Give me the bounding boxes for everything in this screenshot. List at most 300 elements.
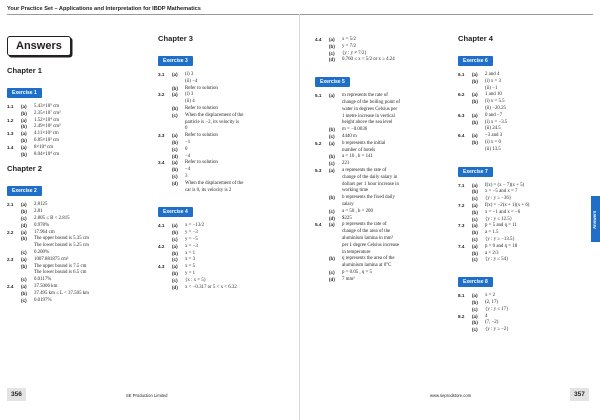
publisher-website: www.seprodstore.com bbox=[430, 393, 472, 398]
question-number bbox=[158, 174, 172, 181]
answer-row bbox=[7, 131, 147, 138]
answer-row bbox=[7, 209, 147, 216]
answer-row bbox=[7, 138, 147, 145]
answer-row bbox=[458, 327, 583, 334]
answer-row bbox=[315, 127, 450, 134]
answer-row bbox=[315, 44, 450, 51]
question-number bbox=[7, 250, 21, 257]
answers-heading: Answers bbox=[7, 36, 71, 56]
part-label: (a) bbox=[172, 264, 178, 270]
answer-row bbox=[458, 120, 583, 127]
answer-row bbox=[158, 230, 293, 237]
question-number bbox=[158, 106, 172, 113]
answer-text: −4 bbox=[185, 153, 191, 159]
question-number bbox=[7, 270, 21, 277]
part-label bbox=[329, 229, 342, 236]
answer-row bbox=[7, 291, 147, 298]
answer-row bbox=[315, 236, 450, 243]
answer-row bbox=[158, 106, 293, 113]
part-label: (a) bbox=[329, 167, 335, 173]
part-label: (d) bbox=[329, 276, 335, 282]
answer-row bbox=[315, 209, 450, 216]
answer-text: (i) 3 bbox=[185, 92, 194, 98]
answer-text: 2.49×10⁶ cm² bbox=[34, 124, 61, 130]
answer-row bbox=[458, 230, 583, 237]
answer-text: particle is −2, its velocity is bbox=[185, 119, 240, 125]
answer-row bbox=[158, 174, 293, 181]
answer-text: b represents the fixed daily bbox=[342, 195, 395, 201]
answer-text: x = −5 and x = 7 bbox=[485, 189, 518, 195]
part-label: (c) bbox=[21, 297, 27, 303]
question-number bbox=[158, 147, 172, 154]
answer-row bbox=[458, 183, 583, 190]
question-number bbox=[315, 250, 329, 257]
answer-text: (ii) 24.5 bbox=[485, 126, 501, 132]
answer-row bbox=[7, 230, 147, 237]
question-number bbox=[458, 300, 472, 307]
part-label: (b) bbox=[172, 85, 178, 91]
answer-text: 0 bbox=[185, 126, 188, 132]
answer-text: 37.5006 km bbox=[34, 283, 58, 289]
answer-row bbox=[458, 106, 583, 113]
question-number bbox=[315, 263, 329, 270]
part-label: (a) bbox=[172, 243, 178, 249]
answer-text: 221 bbox=[342, 161, 350, 167]
part-label bbox=[472, 106, 485, 113]
question-number bbox=[458, 106, 472, 113]
answer-text: The upper bound is 5.35 cm bbox=[34, 236, 89, 242]
question-number bbox=[458, 140, 472, 147]
answer-text: height above the sea level bbox=[342, 120, 393, 126]
answer-text: 2.8125 bbox=[34, 202, 48, 208]
answer-text: (i) x = 0 bbox=[485, 139, 501, 145]
answer-row bbox=[315, 222, 450, 229]
question-number bbox=[315, 51, 329, 58]
question-number bbox=[7, 209, 21, 216]
part-label: (a) bbox=[172, 72, 178, 77]
exercise-label: Exercise 3 bbox=[158, 56, 193, 66]
part-label: (b) bbox=[21, 290, 27, 296]
answer-text: p = 5 and q = 11 bbox=[485, 223, 517, 229]
answer-text: 0 and −7 bbox=[485, 112, 503, 118]
part-label: (a) bbox=[472, 202, 478, 208]
question-number: 1.4 bbox=[7, 144, 14, 150]
part-label: (c) bbox=[472, 236, 478, 242]
part-label: (b) bbox=[21, 236, 27, 242]
section-spacer bbox=[158, 291, 293, 297]
answer-text: x = 3 bbox=[185, 257, 196, 263]
answer-row bbox=[458, 217, 583, 224]
answer-row bbox=[158, 251, 293, 258]
answer-text: car is 0, its velocity is 2 bbox=[185, 187, 232, 193]
part-label: (c) bbox=[172, 277, 178, 283]
answer-text: p = 0 and q = 18 bbox=[485, 243, 518, 249]
question-number: 5.4 bbox=[315, 222, 322, 228]
question-number: 6.2 bbox=[458, 92, 465, 98]
exercise-label: Exercise 6 bbox=[458, 56, 493, 66]
question-number bbox=[315, 148, 329, 155]
part-label bbox=[472, 86, 485, 93]
side-tab-label: Answers bbox=[592, 210, 597, 229]
question-number bbox=[158, 271, 172, 278]
part-label: (d) bbox=[172, 180, 178, 186]
question-number bbox=[7, 223, 21, 230]
answer-row bbox=[458, 251, 583, 258]
answer-row bbox=[158, 244, 293, 251]
part-label: (a) bbox=[21, 131, 27, 137]
answer-row bbox=[158, 99, 293, 106]
part-label bbox=[329, 114, 342, 121]
question-number bbox=[315, 57, 329, 64]
answer-row bbox=[7, 270, 147, 277]
question-number: 1.1 bbox=[7, 104, 14, 109]
answer-row bbox=[315, 107, 450, 114]
part-label: (a) bbox=[329, 140, 335, 146]
part-label: (a) bbox=[472, 293, 478, 299]
answer-text: y = −5 bbox=[185, 236, 198, 242]
part-label bbox=[329, 107, 342, 114]
part-label: (a) bbox=[21, 104, 27, 109]
answer-text: x = 5 bbox=[185, 264, 196, 270]
part-label: (c) bbox=[21, 249, 27, 255]
answer-row bbox=[458, 140, 583, 147]
column-4 bbox=[458, 34, 583, 340]
answer-row bbox=[7, 124, 147, 131]
part-label: (b) bbox=[21, 137, 27, 143]
question-number: 8.2 bbox=[458, 313, 465, 319]
part-label: (c) bbox=[472, 306, 478, 312]
question-number: 4.4 bbox=[315, 37, 322, 42]
question-number bbox=[315, 154, 329, 161]
question-number bbox=[315, 114, 329, 121]
answer-row bbox=[158, 188, 293, 195]
question-number bbox=[7, 264, 21, 271]
answer-text: p represents the rate of bbox=[342, 222, 387, 228]
answer-row bbox=[158, 154, 293, 161]
answer-text: b represents the initial bbox=[342, 140, 386, 146]
part-label: (a) bbox=[21, 117, 27, 123]
question-number bbox=[315, 209, 329, 216]
answer-text: m = −0.0036 bbox=[342, 127, 368, 133]
question-number bbox=[458, 307, 472, 314]
answer-row bbox=[458, 86, 583, 93]
answer-text: a = 2/3 bbox=[485, 250, 499, 256]
answer-text: 4440 m bbox=[342, 133, 357, 139]
answer-text: 1.52×10⁴ cm bbox=[34, 117, 60, 123]
answer-row bbox=[315, 263, 450, 270]
answer-row bbox=[7, 104, 147, 111]
question-number: 5.2 bbox=[315, 140, 322, 146]
question-number: 3.3 bbox=[158, 133, 165, 139]
question-number bbox=[458, 120, 472, 127]
question-number bbox=[158, 167, 172, 174]
answer-text: a = 10 , b = 141 bbox=[342, 154, 373, 160]
question-number bbox=[315, 216, 329, 223]
left-page-number: 356 bbox=[7, 388, 26, 401]
answer-text: 2 and 4 bbox=[485, 72, 500, 77]
part-label: (c) bbox=[472, 196, 478, 202]
answer-row bbox=[158, 72, 293, 79]
question-number bbox=[158, 257, 172, 264]
question-number bbox=[315, 202, 329, 209]
question-number bbox=[458, 210, 472, 217]
answer-text: x = −3 bbox=[185, 243, 198, 249]
exercise-label: Exercise 7 bbox=[458, 167, 493, 177]
answer-row bbox=[158, 278, 293, 285]
section-spacer bbox=[458, 334, 583, 340]
part-label: (a) bbox=[21, 283, 27, 289]
part-label: (b) bbox=[472, 99, 478, 105]
answer-row bbox=[315, 168, 450, 175]
answer-text: (ii) −4 bbox=[185, 78, 198, 84]
question-number bbox=[315, 195, 329, 202]
answer-row bbox=[315, 256, 450, 263]
question-number bbox=[158, 99, 172, 106]
question-number: 7.1 bbox=[458, 182, 465, 188]
question-number bbox=[7, 243, 21, 250]
answer-text: aluminium lamina at 0°C bbox=[342, 263, 392, 269]
question-number: 6.4 bbox=[458, 133, 465, 139]
question-number bbox=[458, 79, 472, 86]
part-label: (d) bbox=[329, 57, 335, 63]
chapter-heading: Chapter 2 bbox=[7, 164, 43, 174]
chapter-heading: Chapter 3 bbox=[158, 34, 194, 43]
part-label: (c) bbox=[329, 133, 335, 139]
answer-text: a = 1.5 bbox=[485, 230, 499, 236]
question-number bbox=[315, 175, 329, 182]
answer-row bbox=[458, 237, 583, 244]
answer-row bbox=[7, 250, 147, 257]
question-number bbox=[158, 140, 172, 147]
answer-text: Refer to solution bbox=[185, 133, 218, 139]
answer-row bbox=[315, 154, 450, 161]
question-number bbox=[158, 126, 172, 133]
answer-row bbox=[458, 203, 583, 210]
part-label: (a) bbox=[329, 222, 335, 228]
answer-row bbox=[315, 182, 450, 189]
answer-row bbox=[458, 113, 583, 120]
question-number bbox=[158, 181, 172, 188]
answer-text: (ii) 4 bbox=[185, 99, 195, 105]
exercise-label: Exercise 1 bbox=[7, 88, 42, 98]
column-3 bbox=[315, 37, 450, 290]
part-label: (c) bbox=[472, 327, 478, 333]
answer-text: When the displacement of the bbox=[185, 112, 244, 118]
part-label: (a) bbox=[172, 92, 178, 98]
part-label bbox=[329, 182, 342, 189]
answer-text: x = 2 bbox=[485, 293, 496, 299]
part-label bbox=[329, 250, 342, 257]
answer-text: salary bbox=[342, 201, 354, 207]
question-number bbox=[158, 154, 172, 161]
answer-row bbox=[315, 37, 450, 44]
question-number: 4.1 bbox=[158, 223, 165, 229]
answer-text: a represents the rate of bbox=[342, 167, 387, 173]
answer-text: {y : y ≤ 12.5} bbox=[485, 216, 513, 222]
part-label: (b) bbox=[21, 263, 27, 269]
part-label: (c) bbox=[21, 215, 27, 221]
part-label: (b) bbox=[172, 139, 178, 145]
answer-row bbox=[315, 243, 450, 250]
answer-row bbox=[7, 118, 147, 125]
answer-text: y = 1 bbox=[185, 270, 196, 276]
question-number bbox=[315, 120, 329, 127]
header-title: Your Practice Set – Applications and Interpretation for IBDP Mathematics bbox=[7, 6, 201, 12]
part-label: (d) bbox=[172, 153, 178, 159]
answer-text: 0.0197% bbox=[34, 297, 52, 303]
part-label bbox=[329, 175, 342, 182]
answer-text: x < −0.317 or 5 < x < 6.32 bbox=[185, 284, 237, 290]
answer-text: 0 bbox=[185, 146, 188, 152]
answer-row bbox=[7, 216, 147, 223]
answer-text: 1 and 10 bbox=[485, 92, 502, 98]
question-number bbox=[315, 127, 329, 134]
answer-text: Refer to solution bbox=[185, 105, 218, 111]
answer-row bbox=[315, 175, 450, 182]
answer-text: x = 5/2 bbox=[342, 37, 356, 42]
answer-text: 1007.881875 cm² bbox=[34, 256, 69, 262]
question-number bbox=[315, 100, 329, 107]
question-number bbox=[7, 291, 21, 298]
section-spacer bbox=[315, 284, 450, 290]
answer-text: (ii) −20.25 bbox=[485, 105, 506, 111]
part-label: (a) bbox=[172, 133, 178, 139]
part-label: (b) bbox=[329, 256, 335, 262]
answer-row bbox=[7, 236, 147, 243]
answer-row bbox=[458, 300, 583, 307]
answer-row bbox=[158, 237, 293, 244]
answer-text: p = 0.05 , q = 5 bbox=[342, 269, 372, 275]
answer-row bbox=[158, 133, 293, 140]
answer-text: When the displacement of the bbox=[185, 180, 244, 186]
question-number bbox=[7, 152, 21, 159]
answer-row bbox=[315, 93, 450, 100]
question-number bbox=[315, 236, 329, 243]
answer-text: number of hotels bbox=[342, 147, 376, 153]
answer-row bbox=[458, 320, 583, 327]
question-number: 4.3 bbox=[158, 264, 165, 270]
exercise-label: Exercise 2 bbox=[7, 186, 42, 196]
answer-text: 0.760 ≤ x < 5/2 or x ≥ 4.24 bbox=[342, 57, 395, 63]
answer-text: {x : x = 5} bbox=[185, 277, 207, 283]
answer-text: 4.11×10³ cm bbox=[34, 131, 59, 137]
question-number bbox=[458, 257, 472, 264]
question-number bbox=[7, 124, 21, 131]
question-number bbox=[315, 161, 329, 168]
question-number bbox=[315, 107, 329, 114]
part-label: (a) bbox=[472, 182, 478, 188]
answer-row bbox=[7, 277, 147, 284]
part-label: (a) bbox=[21, 144, 27, 150]
question-number bbox=[158, 278, 172, 285]
question-number: 5.3 bbox=[315, 167, 322, 173]
question-number bbox=[7, 236, 21, 243]
question-number bbox=[458, 237, 472, 244]
part-label: (b) bbox=[172, 167, 178, 173]
answer-row bbox=[7, 111, 147, 118]
answer-row bbox=[158, 86, 293, 93]
question-number bbox=[7, 277, 21, 284]
part-label: (b) bbox=[472, 139, 478, 145]
part-label bbox=[21, 270, 34, 277]
answer-text: water in degrees Celsius per bbox=[342, 106, 398, 112]
part-label: (c) bbox=[472, 216, 478, 222]
question-number bbox=[158, 237, 172, 244]
part-label: (a) bbox=[21, 229, 27, 235]
question-number bbox=[158, 79, 172, 86]
part-label bbox=[472, 126, 485, 133]
question-number bbox=[458, 189, 472, 196]
part-label bbox=[329, 100, 342, 107]
answer-text: working time bbox=[342, 188, 369, 194]
part-label: (b) bbox=[472, 230, 478, 236]
part-label bbox=[329, 202, 342, 209]
answer-row bbox=[458, 99, 583, 106]
answer-row bbox=[315, 216, 450, 223]
answer-row bbox=[458, 257, 583, 264]
answer-text: q represents the area of the bbox=[342, 256, 395, 262]
answer-row bbox=[158, 126, 293, 133]
answer-row bbox=[158, 223, 293, 230]
answer-row bbox=[458, 314, 583, 321]
part-label bbox=[329, 236, 342, 243]
exercise-label: Exercise 5 bbox=[315, 77, 350, 87]
answer-row bbox=[158, 264, 293, 271]
answer-text: 2.35×10⁷ cm² bbox=[34, 110, 61, 116]
part-label: (a) bbox=[472, 133, 478, 139]
answer-row bbox=[315, 120, 450, 127]
question-number bbox=[315, 277, 329, 284]
part-label: (b) bbox=[172, 105, 178, 111]
part-label: (b) bbox=[472, 299, 478, 305]
part-label: (a) bbox=[21, 202, 27, 208]
answer-row bbox=[158, 257, 293, 264]
answer-text: {y : y ≥ −13.5} bbox=[485, 236, 515, 242]
column-1 bbox=[7, 22, 147, 310]
answer-text: The lower bound is 5.25 cm bbox=[34, 243, 89, 249]
question-number bbox=[315, 256, 329, 263]
part-label: (c) bbox=[329, 208, 335, 214]
answer-text: 2.805 ≤ B < 2.815 bbox=[34, 215, 70, 221]
answer-text: {y : y ≥ −36} bbox=[485, 196, 512, 202]
part-label: (a) bbox=[172, 223, 178, 229]
answer-row bbox=[315, 161, 450, 168]
answer-text: 0.200% bbox=[34, 249, 50, 255]
answer-row bbox=[458, 126, 583, 133]
question-number bbox=[7, 298, 21, 305]
answer-text: 2.81 bbox=[34, 209, 43, 215]
part-label: (d) bbox=[172, 284, 178, 290]
answer-text: {y : y ≥ −2} bbox=[485, 327, 509, 333]
question-number: 5.1 bbox=[315, 93, 322, 99]
answer-text: (ii) 13.5 bbox=[485, 146, 501, 152]
part-label: (a) bbox=[472, 112, 478, 118]
answer-row bbox=[315, 229, 450, 236]
part-label: (b) bbox=[472, 78, 478, 84]
part-label bbox=[172, 126, 185, 133]
answer-text: y = 7/2 bbox=[342, 43, 356, 49]
part-label: (b) bbox=[472, 250, 478, 256]
part-label: (b) bbox=[329, 43, 335, 49]
answer-row bbox=[7, 284, 147, 291]
answer-text: (i) x = 3 bbox=[485, 78, 501, 84]
question-number: 2.1 bbox=[7, 202, 14, 208]
part-label: (c) bbox=[172, 257, 178, 263]
question-number bbox=[315, 134, 329, 141]
question-number bbox=[315, 44, 329, 51]
part-label: (d) bbox=[21, 222, 27, 228]
question-number bbox=[158, 188, 172, 195]
